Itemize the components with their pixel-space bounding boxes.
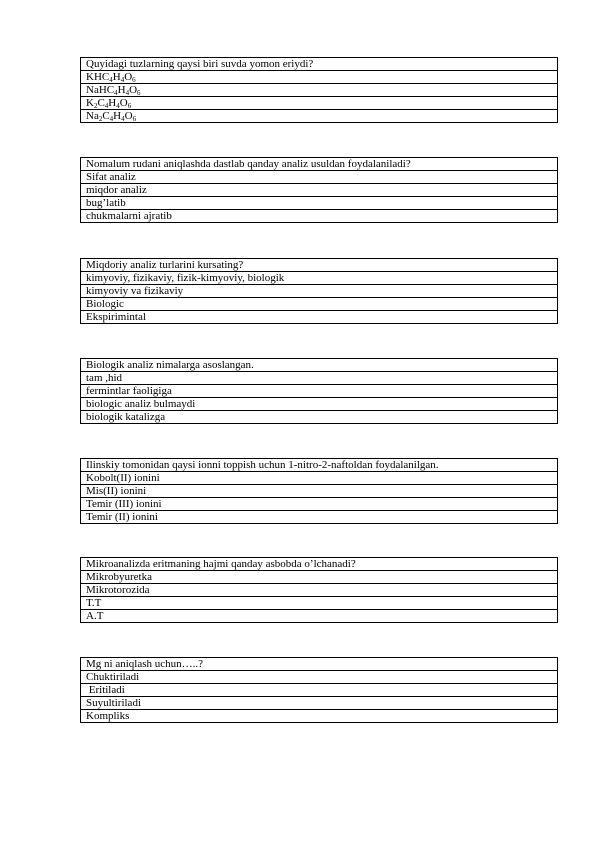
answer-row xyxy=(81,498,558,511)
answer-row xyxy=(81,697,558,710)
answer-text: O xyxy=(124,110,133,122)
formula-subscript: 4 xyxy=(104,102,109,110)
answer-text: Ekspirimintal xyxy=(86,311,146,323)
formula-subscript: 6 xyxy=(127,102,132,110)
answer-option xyxy=(81,71,558,84)
question-row xyxy=(81,58,558,71)
answer-text: Mikrobyuretka xyxy=(86,571,152,583)
question-text: Quyidagi tuzlarning qaysi biri suvda yomon eriydi? xyxy=(81,58,558,71)
answer-option xyxy=(81,411,558,424)
answer-row xyxy=(81,684,558,697)
answer-text: C xyxy=(97,97,105,109)
answer-text: H xyxy=(117,84,126,96)
answer-option xyxy=(81,610,558,623)
answer-row xyxy=(81,671,558,684)
answer-option xyxy=(81,97,558,110)
question-row xyxy=(81,459,558,472)
formula-subscript: 2 xyxy=(98,115,103,123)
answer-row xyxy=(81,584,558,597)
answer-text: C xyxy=(102,110,110,122)
formula-subscript: 6 xyxy=(132,76,136,84)
answer-text: Kompliks xyxy=(86,710,130,722)
answer-row xyxy=(81,197,558,210)
answer-row xyxy=(81,710,558,723)
answer-text: Biologic xyxy=(86,298,124,310)
answer-option xyxy=(81,171,558,184)
question-row xyxy=(81,658,558,671)
answer-text: chukmalarni ajratib xyxy=(86,210,172,222)
answer-row xyxy=(81,511,558,524)
answer-row xyxy=(81,610,558,623)
question-table xyxy=(80,557,558,623)
question-table xyxy=(80,57,558,123)
answer-text: Suyultiriladi xyxy=(86,697,141,709)
answer-row xyxy=(81,597,558,610)
answer-text: Chuktiriladi xyxy=(86,671,140,683)
formula-subscript: 4 xyxy=(114,89,118,97)
question-text: Ilinskiy tomonidan qaysi ionni toppish uchun 1-nitro-2-naftoldan foydalanilgan. xyxy=(81,459,558,472)
answer-option xyxy=(81,372,558,385)
answer-text: fermintlar faoligiga xyxy=(86,385,172,397)
answer-text: Sifat analiz xyxy=(86,171,136,183)
answer-option xyxy=(81,498,558,511)
answer-row xyxy=(81,184,558,197)
answer-option xyxy=(81,197,558,210)
question-text: Mikroanalizda eritmaning hajmi qanday asbobda o’lchanadi? xyxy=(81,558,558,571)
formula-subscript: 6 xyxy=(137,89,141,97)
answer-text: H xyxy=(113,110,122,122)
answer-row xyxy=(81,398,558,411)
question-table xyxy=(80,258,558,324)
answer-text: A.T xyxy=(86,610,104,622)
answer-row xyxy=(81,285,558,298)
formula-subscript: 4 xyxy=(116,102,120,110)
formula-subscript: 4 xyxy=(121,115,125,123)
answer-row xyxy=(81,311,558,324)
answer-option xyxy=(81,584,558,597)
answer-option xyxy=(81,184,558,197)
answer-text: Mikrotorozida xyxy=(86,584,150,596)
answer-option xyxy=(81,210,558,223)
answer-text: T.T xyxy=(86,597,102,609)
answer-text: Temir (III) ionini xyxy=(86,498,162,510)
answer-row xyxy=(81,84,558,97)
answer-text: Temir (II) ionini xyxy=(86,511,158,523)
answer-text: miqdor analiz xyxy=(86,184,147,196)
answer-row xyxy=(81,411,558,424)
answer-text: Kobolt(II) ionini xyxy=(86,472,160,484)
answer-row xyxy=(81,272,558,285)
answer-row xyxy=(81,485,558,498)
question-table xyxy=(80,657,558,723)
answer-row xyxy=(81,571,558,584)
formula-subscript: 2 xyxy=(93,102,98,110)
answer-text: Eritiladi xyxy=(86,684,125,696)
question-text: Miqdoriy analiz turlarini kursating? xyxy=(81,259,558,272)
answer-text: biologic analiz bulmaydi xyxy=(86,398,196,410)
answer-option xyxy=(81,272,558,285)
question-row xyxy=(81,558,558,571)
answer-row xyxy=(81,71,558,84)
answer-row xyxy=(81,110,558,123)
formula-subscript: 6 xyxy=(132,115,137,123)
answer-option xyxy=(81,385,558,398)
answer-text: tam ,hid xyxy=(86,372,123,384)
formula-subscript: 4 xyxy=(120,76,125,84)
answer-option xyxy=(81,511,558,524)
answer-option xyxy=(81,571,558,584)
answer-text: Mis(II) ionini xyxy=(86,485,147,497)
answer-row xyxy=(81,472,558,485)
answer-option xyxy=(81,398,558,411)
answer-text: K xyxy=(86,97,94,109)
question-row xyxy=(81,259,558,272)
answer-option xyxy=(81,597,558,610)
question-table xyxy=(80,157,558,223)
answer-text: H xyxy=(112,71,121,83)
answer-row xyxy=(81,97,558,110)
answer-option xyxy=(81,671,558,684)
answer-text: kimyoviy va fizikaviy xyxy=(86,285,184,297)
answer-row xyxy=(81,372,558,385)
question-table xyxy=(80,358,558,424)
question-text: Biologik analiz nimalarga asoslangan. xyxy=(81,359,558,372)
answer-row xyxy=(81,385,558,398)
answer-text: KHC xyxy=(86,71,110,83)
question-row xyxy=(81,359,558,372)
answer-option xyxy=(81,298,558,311)
question-row xyxy=(81,158,558,171)
answer-option xyxy=(81,110,558,123)
answer-text: NaHC xyxy=(86,84,115,96)
question-text: Mg ni aniqlash uchun…..? xyxy=(81,658,558,671)
question-table xyxy=(80,458,558,524)
answer-option xyxy=(81,285,558,298)
answer-option xyxy=(81,684,558,697)
answer-row xyxy=(81,298,558,311)
answer-text: biologik katalizga xyxy=(86,411,166,423)
answer-option xyxy=(81,84,558,97)
answer-row xyxy=(81,171,558,184)
question-text: Nomalum rudani aniqlashda dastlab qanday analiz usuldan foydalaniladi? xyxy=(81,158,558,171)
answer-text: O xyxy=(129,84,138,96)
answer-text: bug’latib xyxy=(86,197,126,209)
answer-text: Na xyxy=(86,110,99,122)
answer-row xyxy=(81,210,558,223)
answer-option xyxy=(81,485,558,498)
answer-text: O xyxy=(124,71,133,83)
answer-option xyxy=(81,697,558,710)
formula-subscript: 4 xyxy=(125,89,130,97)
answer-text: kimyoviy, fizikaviy, fizik-kimyoviy, biologik xyxy=(86,272,285,284)
answer-text: H xyxy=(108,97,117,109)
answer-option xyxy=(81,472,558,485)
answer-text: O xyxy=(119,97,128,109)
formula-subscript: 4 xyxy=(109,115,114,123)
answer-option xyxy=(81,311,558,324)
formula-subscript: 4 xyxy=(109,76,113,84)
answer-option xyxy=(81,710,558,723)
